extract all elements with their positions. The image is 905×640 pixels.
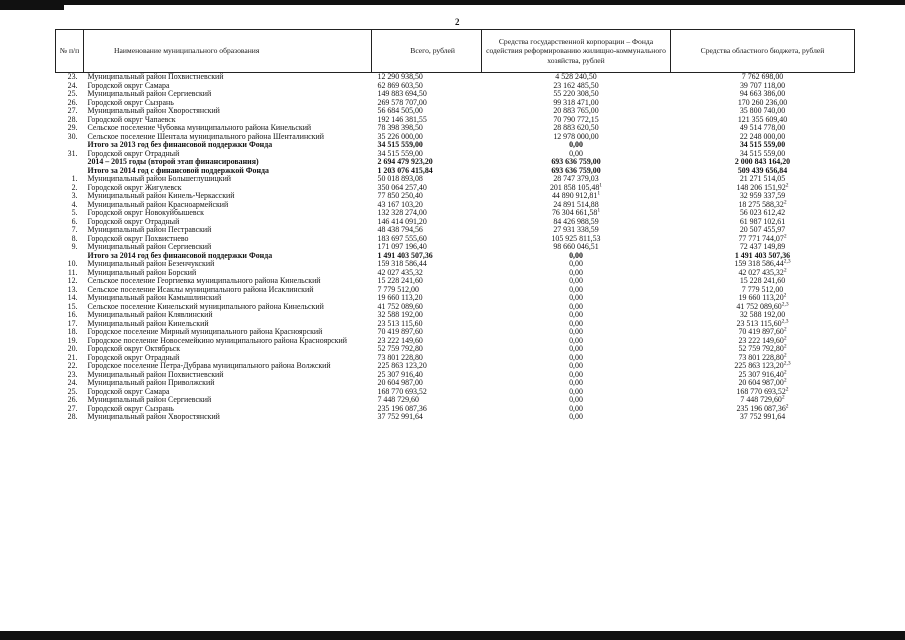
row-number-cell	[56, 133, 84, 142]
total-amount: 12 290 938,50	[377, 72, 423, 81]
footnote-marker: 2	[783, 334, 787, 341]
row-number-cell	[56, 243, 84, 252]
total-amount: 146 414 091,20	[377, 216, 427, 226]
municipality-name: Муниципальный район Похвистневский	[87, 72, 224, 81]
municipality-name: 2014 – 2015 годы (второй этап финансирования)	[87, 157, 259, 166]
regional-amount: 35 800 740,00	[739, 106, 786, 115]
fund-amount: 12 978 000,00	[553, 131, 599, 141]
footnote-marker: 2,3	[781, 317, 789, 324]
regional-amount: 49 514 778,00	[739, 123, 786, 132]
scan-edge-top-mark	[0, 5, 64, 10]
municipality-name: Городской округ Отрадный	[87, 148, 180, 158]
municipality-name: Муниципальный район Большеглушицкий	[87, 174, 232, 183]
fund-amount: 0,00	[569, 250, 583, 260]
row-number: 10.	[67, 259, 78, 268]
table-header-row	[56, 30, 855, 73]
row-number: 28.	[67, 412, 78, 421]
regional-amount: 2 000 843 164,20	[734, 157, 791, 166]
row-number: 31.	[67, 148, 78, 158]
fund-amount: 0,00	[569, 140, 583, 149]
regional-amount: 61 987 102,61	[739, 216, 786, 226]
header-municipality-name: Наименование муниципального образования	[84, 30, 372, 73]
regional-amount: 32 959 337,59	[739, 191, 786, 200]
row-number-cell	[56, 201, 84, 210]
fund-amount: 27 931 338,59	[553, 225, 599, 234]
footnote-marker: 2	[783, 266, 787, 273]
regional-amount: 72 437 149,89	[739, 242, 786, 251]
row-number: 11.	[67, 267, 78, 277]
municipality-name: Муниципальный район Хворостянский	[87, 412, 220, 421]
row-number: 6.	[71, 216, 78, 226]
municipality-name: Муниципальный район Безенчукский	[87, 259, 215, 268]
regional-amount: 70 419 897,60	[738, 327, 784, 336]
total-amount: 235 196 087,36	[377, 403, 427, 413]
footnote-marker: 2,3	[781, 300, 789, 307]
total-amount: 42 027 435,32	[377, 267, 423, 277]
municipality-name-cell	[84, 413, 372, 422]
regional-amount: 32 588 192,00	[739, 310, 786, 319]
fund-amount: 98 660 046,51	[553, 242, 599, 251]
footnote-marker: 2	[783, 351, 787, 358]
regional-amount: 19 660 113,20	[738, 293, 784, 302]
row-number: 25.	[67, 386, 78, 396]
total-amount: 25 307 916,40	[377, 369, 423, 379]
regional-amount: 170 260 236,00	[737, 97, 788, 107]
fund-amount: 0,00	[569, 344, 583, 353]
row-number: 19.	[67, 335, 78, 345]
fund-amount: 0,00	[569, 301, 583, 311]
regional-amount: 7 762 698,00	[741, 72, 784, 81]
row-number-cell	[56, 167, 84, 176]
row-number: 13.	[67, 284, 78, 294]
row-number-cell	[56, 150, 84, 159]
footnote-marker: 2	[783, 368, 787, 375]
footnote-marker: 1	[599, 181, 603, 188]
total-amount: 32 588 192,00	[377, 310, 423, 319]
fund-amount: 105 925 811,53	[551, 233, 601, 243]
row-number: 27.	[67, 106, 78, 115]
fund-amount: 0,00	[569, 352, 583, 362]
footnote-marker: 2,3	[783, 258, 791, 265]
total-amount: 48 438 794,56	[377, 225, 423, 234]
row-number: 12.	[67, 276, 78, 285]
municipality-name: Муниципальный район Борский	[87, 267, 197, 277]
fund-amount: 0,00	[569, 259, 583, 268]
total-amount: 2 694 479 923,20	[377, 157, 433, 166]
fund-amount: 0,00	[569, 318, 583, 328]
total-amount: 62 869 603,50	[377, 80, 423, 90]
fund-amount: 70 790 772,15	[553, 114, 599, 124]
municipality-name: Сельское поселение Исаклы муниципального района Исаклинский	[87, 284, 314, 294]
total-amount: 7 448 729,60	[377, 395, 419, 404]
fund-amount: 24 891 514,88	[553, 199, 599, 209]
regional-amount: 39 707 118,00	[739, 80, 786, 90]
municipality-name: Городской округ Октябрьск	[87, 344, 181, 353]
row-number: 14.	[67, 293, 78, 302]
total-amount: 23 222 149,60	[377, 335, 423, 345]
total-amount: 159 318 586,44	[377, 259, 427, 268]
total-amount: 35 226 000,00	[377, 131, 423, 141]
total-amount-cell	[372, 413, 482, 422]
funding-table	[55, 29, 855, 422]
fund-amount: 0,00	[569, 148, 583, 158]
regional-amount: 225 863 123,20	[734, 361, 784, 370]
scan-edge-top	[0, 0, 905, 5]
row-number: 7.	[71, 225, 78, 234]
municipality-name: Муниципальный район Хворостянский	[87, 106, 220, 115]
row-number: 22.	[67, 361, 78, 370]
footnote-marker: 2	[783, 292, 787, 299]
fund-amount: 28 883 620,50	[553, 123, 599, 132]
fund-amount: 0,00	[569, 267, 583, 277]
fund-amount: 201 858 105,48	[549, 182, 600, 192]
header-total: Всего, рублей	[372, 30, 482, 73]
regional-amount: 73 801 228,80	[738, 352, 784, 362]
regional-amount: 168 770 693,52	[736, 386, 786, 396]
regional-amount: 34 515 559,00	[739, 140, 786, 149]
fund-amount: 23 162 485,50	[553, 80, 599, 90]
regional-amount: 121 355 609,40	[737, 114, 788, 124]
regional-amount: 18 275 588,32	[738, 199, 784, 209]
fund-amount: 0,00	[569, 310, 583, 319]
total-amount: 269 578 707,00	[377, 97, 427, 107]
table-row	[56, 413, 855, 422]
fund-amount: 44 890 912,81	[551, 191, 598, 200]
row-number: 18.	[67, 327, 78, 336]
fund-amount: 55 220 308,50	[553, 89, 599, 98]
fund-amount: 0,00	[569, 386, 583, 396]
row-number: 24.	[67, 378, 78, 387]
regional-amount-cell	[671, 413, 855, 422]
municipality-name: Городской округ Отрадный	[87, 352, 180, 362]
regional-amount: 235 196 087,36	[736, 403, 786, 413]
municipality-name: Городское поселение Петра-Дубрава муниципального района Волжский	[87, 361, 331, 370]
header-number: № п/п	[56, 30, 84, 73]
fund-amount: 0,00	[569, 335, 583, 345]
municipality-name: Муниципальный район Сергиевский	[87, 242, 212, 251]
total-amount: 34 515 559,00	[377, 140, 423, 149]
total-amount: 1 491 403 507,36	[377, 250, 433, 260]
municipality-name: Итого за 2014 год с финансовой поддержкой Фонда	[87, 165, 269, 175]
footnote-marker: 2	[783, 232, 787, 239]
fund-amount: 0,00	[569, 369, 583, 379]
regional-amount: 1 491 403 507,36	[734, 250, 791, 260]
municipality-name: Муниципальный район Похвистневский	[87, 369, 224, 379]
fund-amount: 0,00	[569, 327, 583, 336]
total-amount: 52 759 792,80	[377, 344, 423, 353]
regional-amount: 56 023 612,42	[739, 208, 786, 217]
total-amount: 23 513 115,60	[377, 318, 423, 328]
row-number: 20.	[67, 344, 78, 353]
total-amount: 183 697 555,60	[377, 233, 427, 243]
total-amount: 149 883 694,50	[377, 89, 427, 98]
row-number: 16.	[67, 310, 78, 319]
municipality-name: Итого за 2013 год без финансовой поддержки Фонда	[87, 140, 273, 149]
regional-amount: 37 752 991,64	[739, 412, 786, 421]
total-amount: 7 779 512,00	[377, 284, 419, 294]
row-number-cell	[56, 175, 84, 184]
footnote-marker: 2	[781, 394, 785, 401]
regional-amount: 15 228 241,60	[739, 276, 786, 285]
fund-amount: 0,00	[569, 378, 583, 387]
regional-amount: 20 507 455,97	[739, 225, 786, 234]
table-row	[56, 379, 855, 388]
total-amount: 1 203 076 415,84	[377, 165, 433, 175]
row-number: 8.	[71, 233, 78, 243]
footnote-marker: 2	[783, 198, 787, 205]
municipality-name: Муниципальный район Кинель-Черкасский	[87, 191, 235, 200]
municipality-name: Муниципальный район Сергиевский	[87, 89, 212, 98]
row-number: 26.	[67, 395, 78, 404]
footnote-marker: 2	[785, 402, 789, 409]
fund-amount: 28 747 379,03	[553, 174, 599, 183]
fund-amount: 4 528 240,50	[555, 72, 597, 81]
municipality-name: Муниципальный район Кинельский	[87, 318, 209, 328]
total-amount: 34 515 559,00	[377, 148, 423, 158]
fund-amount: 693 636 759,00	[551, 157, 601, 166]
row-number-cell	[56, 192, 84, 201]
fund-amount: 0,00	[569, 395, 583, 404]
row-number-cell	[56, 184, 84, 193]
header-regional-budget: Средства областного бюджета, рублей	[671, 30, 855, 73]
footnote-marker: 2,3	[783, 360, 791, 367]
fund-amount: 20 883 765,00	[553, 106, 599, 115]
footnote-marker: 1	[597, 190, 601, 197]
regional-amount: 159 318 586,44	[734, 259, 784, 268]
municipality-name: Сельское поселение Георгиевка муниципального района Кинельский	[87, 276, 321, 285]
municipality-name: Городской округ Отрадный	[87, 216, 180, 226]
row-number-cell	[56, 209, 84, 218]
total-amount: 43 167 103,20	[377, 199, 423, 209]
regional-amount: 94 663 386,00	[739, 89, 786, 98]
municipality-name: Городской округ Сызрань	[87, 403, 174, 413]
municipality-name: Муниципальный район Камышлинский	[87, 293, 222, 302]
fund-amount-cell	[482, 413, 671, 422]
row-number: 3.	[71, 191, 78, 200]
footnote-marker: 2	[785, 181, 789, 188]
table-row	[56, 73, 855, 82]
municipality-name: Городской округ Жигулевск	[87, 182, 182, 192]
total-amount: 20 604 987,00	[377, 378, 423, 387]
table-row	[56, 396, 855, 405]
municipality-name: Городской округ Похвистнево	[87, 233, 189, 243]
page-number: 2	[455, 17, 460, 27]
fund-amount: 0,00	[569, 361, 583, 370]
total-amount: 41 752 089,60	[377, 301, 423, 311]
municipality-name: Муниципальный район Клявлинский	[87, 310, 213, 319]
municipality-name: Городской округ Сызрань	[87, 97, 174, 107]
row-number: 21.	[67, 352, 78, 362]
regional-amount: 22 248 000,00	[739, 131, 786, 141]
regional-amount: 25 307 916,40	[738, 369, 784, 379]
municipality-name: Итого за 2014 год без финансовой поддержки Фонда	[87, 250, 273, 260]
row-number: 26.	[67, 97, 78, 107]
total-amount: 56 684 505,00	[377, 106, 423, 115]
footnote-marker: 2	[783, 326, 787, 333]
municipality-name: Городской округ Новокуйбышевск	[87, 208, 204, 217]
regional-amount: 148 206 151,92	[736, 182, 786, 192]
municipality-name: Сельское поселение Шентала муниципального района Шенталинский	[87, 131, 324, 141]
table-row	[56, 90, 855, 99]
regional-amount: 23 513 115,60	[736, 318, 782, 328]
row-number: 2.	[71, 182, 78, 192]
municipality-name: Муниципальный район Приволжский	[87, 378, 215, 387]
municipality-name: Сельское поселение Чубовка муниципального района Кинельский	[87, 123, 312, 132]
total-amount: 73 801 228,80	[377, 352, 423, 362]
municipality-name: Муниципальный район Красноармейский	[87, 199, 229, 209]
row-number: 27.	[67, 403, 78, 413]
total-amount: 350 064 257,40	[377, 182, 427, 192]
total-amount: 171 097 196,40	[377, 242, 427, 251]
total-amount: 37 752 991,64	[377, 412, 423, 421]
fund-amount: 0,00	[569, 284, 583, 294]
fund-amount: 0,00	[569, 293, 583, 302]
row-number: 17.	[67, 318, 78, 328]
row-number: 28.	[67, 114, 78, 124]
footnote-marker: 2	[785, 385, 789, 392]
municipality-name: Городское поселение Новосемейкино муниципального района Красноярский	[87, 335, 347, 345]
regional-amount: 42 027 435,32	[738, 267, 784, 277]
row-number: 24.	[67, 80, 78, 90]
fund-amount: 99 318 471,00	[553, 97, 599, 107]
fund-amount: 0,00	[569, 412, 583, 421]
total-amount: 19 660 113,20	[377, 293, 423, 302]
table-body	[56, 73, 855, 422]
row-number-cell	[56, 413, 84, 422]
municipality-name: Городской округ Самара	[87, 80, 170, 90]
total-amount: 192 146 381,55	[377, 114, 427, 124]
fund-amount: 0,00	[569, 403, 583, 413]
regional-amount: 21 271 514,05	[739, 174, 786, 183]
row-number-cell	[56, 158, 84, 167]
regional-amount: 34 515 559,00	[739, 148, 786, 158]
row-number-cell	[56, 218, 84, 227]
total-amount: 15 228 241,60	[377, 276, 423, 285]
regional-amount: 23 222 149,60	[738, 335, 784, 345]
total-amount: 77 850 250,40	[377, 191, 423, 200]
total-amount: 78 398 398,50	[377, 123, 423, 132]
row-number-cell	[56, 235, 84, 244]
municipality-name: Муниципальный район Пестравский	[87, 225, 212, 234]
regional-amount: 20 604 987,00	[738, 378, 784, 387]
fund-amount: 693 636 759,00	[551, 165, 601, 175]
row-number: 29.	[67, 123, 78, 132]
total-amount: 50 018 893,08	[377, 174, 423, 183]
row-number: 5.	[71, 208, 78, 217]
total-amount: 132 328 274,00	[377, 208, 427, 217]
footnote-marker: 2	[783, 343, 787, 350]
regional-amount: 7 779 512,00	[741, 284, 784, 294]
row-number: 30.	[67, 131, 78, 141]
total-amount: 70 419 897,60	[377, 327, 423, 336]
regional-amount: 52 759 792,80	[738, 344, 784, 353]
municipality-name: Городской округ Самара	[87, 386, 170, 396]
fund-amount: 76 304 661,58	[551, 208, 598, 217]
municipality-name: Городской округ Чапаевск	[87, 114, 176, 124]
scan-edge-bottom	[0, 631, 905, 640]
total-amount: 168 770 693,52	[377, 386, 427, 396]
row-number: 25.	[67, 89, 78, 98]
regional-amount: 509 439 656,84	[737, 165, 788, 175]
header-fund: Средства государственной корпорации – Фонда содействия реформированию жилищно-коммунального хозяйства, рублей	[482, 30, 671, 73]
row-number-cell	[56, 226, 84, 235]
regional-amount: 7 448 729,60	[740, 395, 782, 404]
footnote-marker: 2	[783, 377, 787, 384]
municipality-name: Муниципальный район Сергиевский	[87, 395, 212, 404]
municipality-name: Сельское поселение Кинельский муниципального района Кинельский	[87, 301, 324, 311]
row-number: 15.	[67, 301, 78, 311]
footnote-marker: 1	[597, 207, 601, 214]
regional-amount: 41 752 089,60	[736, 301, 782, 311]
row-number: 23.	[67, 72, 78, 81]
regional-amount: 77 771 744,07	[738, 233, 784, 243]
row-number: 23.	[67, 369, 78, 379]
row-number: 4.	[71, 199, 78, 209]
row-number: 9.	[71, 242, 78, 251]
row-number: 1.	[71, 174, 78, 183]
municipality-name: Городское поселение Мирный муниципального района Красноярский	[87, 327, 323, 336]
fund-amount: 84 426 988,59	[553, 216, 599, 226]
fund-amount: 0,00	[569, 276, 583, 285]
total-amount: 225 863 123,20	[377, 361, 427, 370]
